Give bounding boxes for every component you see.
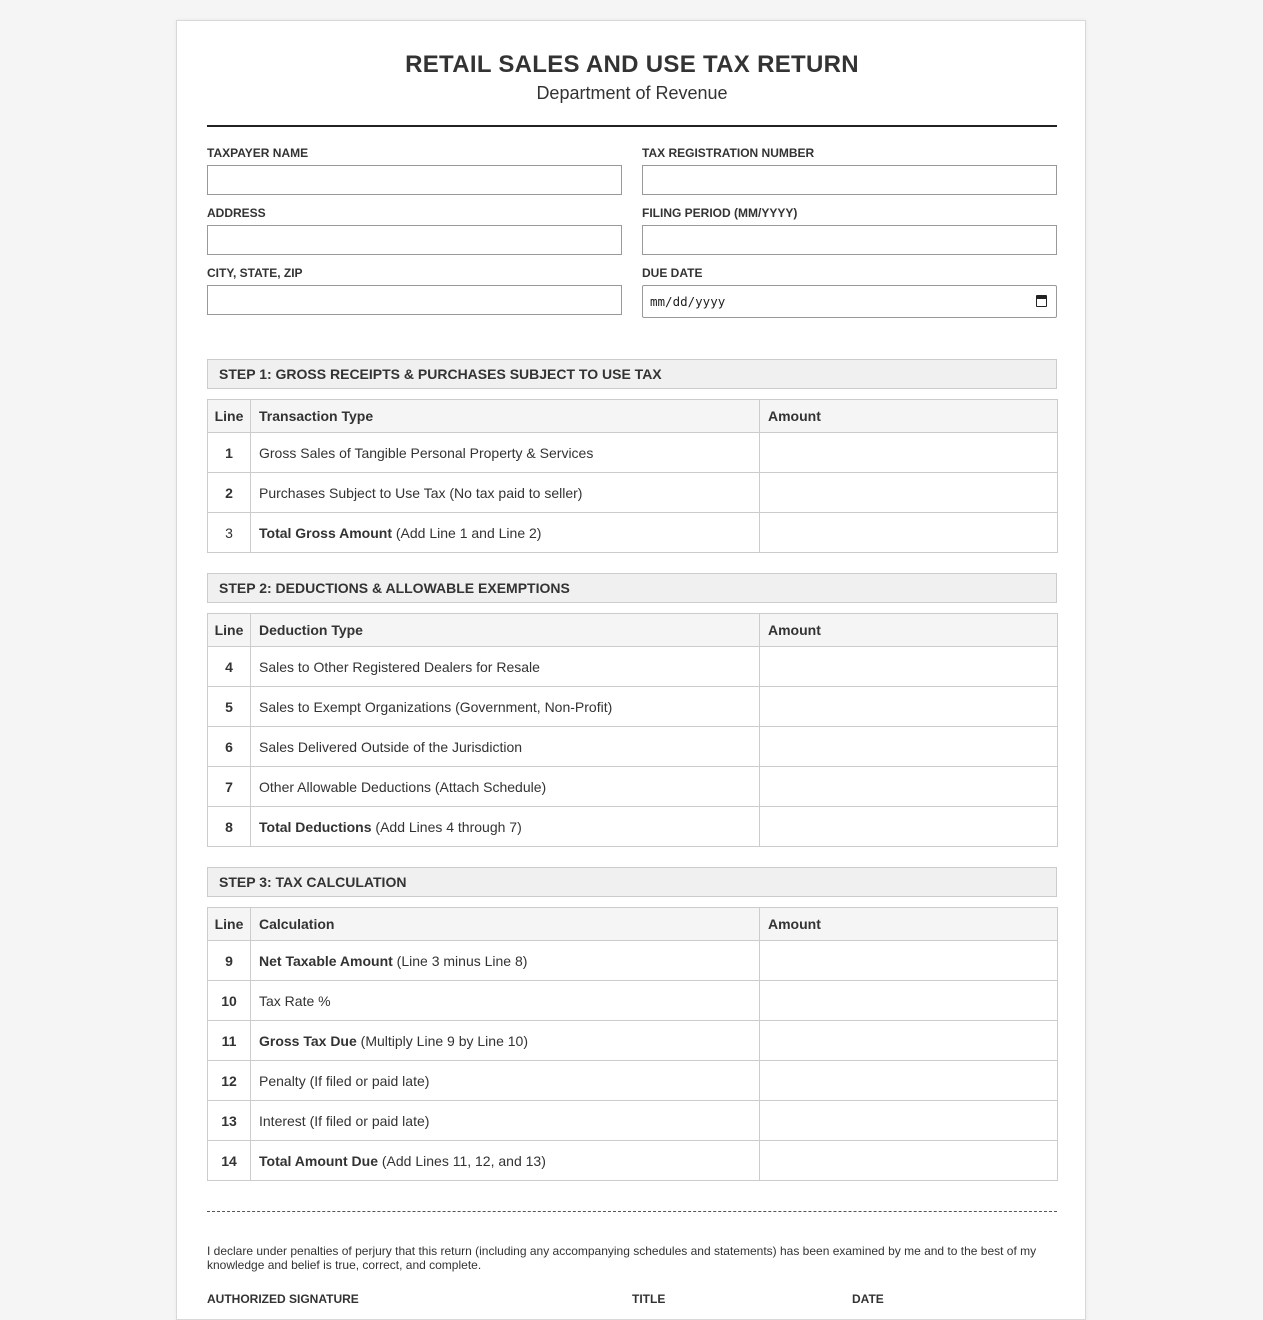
due-date-input[interactable] [642,285,1057,318]
table-header-row [208,908,1058,941]
table-row [208,513,1058,553]
table-row [208,433,1058,473]
line-number: 4 [208,647,251,687]
step1-header: STEP 1: GROSS RECEIPTS & PURCHASES SUBJECT TO USE TAX [207,359,1057,389]
line-description [251,1141,760,1181]
step2-header: STEP 2: DEDUCTIONS & ALLOWABLE EXEMPTIONS [207,573,1057,603]
column-header-type: Calculation [251,908,760,941]
line-description-text: Interest (If filed or paid late) [259,1112,430,1129]
line-number: 9 [208,941,251,981]
table-row [208,687,1058,727]
step3-table [207,907,1058,1181]
column-header-amount: Amount [760,614,1058,647]
step1-section [207,359,1057,553]
form-title: RETAIL SALES AND USE TAX RETURN [405,51,859,78]
city-state-zip-label: CITY, STATE, ZIP [207,266,303,280]
table-row [208,941,1058,981]
column-header-type: Deduction Type [251,614,760,647]
amount-input[interactable] [760,1021,1058,1061]
form-subtitle: Department of Revenue [536,83,728,103]
line-description [251,1061,760,1101]
address-input[interactable] [207,225,622,255]
declaration-text: I declare under penalties of perjury that this return (including any accompanying schedules and statements) has been examined by me and to the best of my knowledge and belief is true, correct, and complete. [207,1244,1037,1272]
table-row [208,981,1058,1021]
line-description-bold: Total Gross Amount [259,524,392,541]
amount-input[interactable] [760,807,1058,847]
table-row [208,1101,1058,1141]
line-description [251,727,760,767]
amount-input[interactable] [760,981,1058,1021]
tax-registration-number-field [642,147,1057,207]
line-number: 13 [208,1101,251,1141]
table-header-row [208,400,1058,433]
header-divider [207,125,1057,127]
line-description-text: Other Allowable Deductions (Attach Schedule) [259,778,547,795]
column-header-line: Line [208,614,251,647]
table-row [208,473,1058,513]
address-label: ADDRESS [207,206,266,220]
tax-form [207,21,1057,1306]
line-description [251,687,760,727]
line-description-bold: Total Amount Due [259,1152,378,1169]
amount-input[interactable] [760,1141,1058,1181]
line-description [251,513,760,553]
line-number: 7 [208,767,251,807]
line-description-text: Sales to Exempt Organizations (Government, Non-Profit) [259,698,613,715]
filing-period-input[interactable] [642,225,1057,255]
line-description [251,473,760,513]
line-description-text: (Line 3 minus Line 8) [392,952,528,969]
line-number: 8 [208,807,251,847]
table-row [208,727,1058,767]
table-row [208,807,1058,847]
step2-section [207,573,1057,847]
line-description-text: (Add Line 1 and Line 2) [392,524,542,541]
line-description [251,941,760,981]
step2-table [207,613,1058,847]
calendar-icon[interactable] [1036,295,1047,307]
tax-registration-number-label: TAX REGISTRATION NUMBER [642,146,815,160]
line-description-text: Gross Sales of Tangible Personal Property & Services [259,444,594,461]
amount-input[interactable] [760,433,1058,473]
filing-period-field [642,207,1057,267]
filing-period-label: FILING PERIOD (MM/YYYY) [642,206,798,220]
address-field [207,207,622,267]
table-row [208,1141,1058,1181]
column-header-amount: Amount [760,908,1058,941]
line-description-text: Tax Rate % [259,992,331,1009]
line-number: 10 [208,981,251,1021]
line-description [251,767,760,807]
line-description-text: (Add Lines 11, 12, and 13) [378,1152,546,1169]
taxpayer-info [207,147,1057,327]
line-description [251,981,760,1021]
taxpayer-name-input[interactable] [207,165,622,195]
column-header-line: Line [208,400,251,433]
tax-steps [207,359,1057,1181]
amount-input[interactable] [760,513,1058,553]
line-description-text: (Multiply Line 9 by Line 10) [356,1032,528,1049]
city-state-zip-field [207,267,622,327]
column-header-line: Line [208,908,251,941]
amount-input[interactable] [760,767,1058,807]
line-description-bold: Gross Tax Due [259,1032,357,1049]
table-header-row [208,614,1058,647]
line-number: 2 [208,473,251,513]
line-description [251,647,760,687]
date-label: DATE [852,1292,884,1306]
step1-table [207,399,1058,553]
line-number: 12 [208,1061,251,1101]
taxpayer-name-field [207,147,622,207]
city-state-zip-input[interactable] [207,285,622,315]
column-header-amount: Amount [760,400,1058,433]
line-description-text: Purchases Subject to Use Tax (No tax paid to seller) [259,484,583,501]
tax-registration-number-input[interactable] [642,165,1057,195]
amount-input[interactable] [760,727,1058,767]
line-description [251,433,760,473]
table-row [208,1021,1058,1061]
due-date-placeholder: mm/dd/yyyy [650,294,726,309]
taxpayer-name-label: TAXPAYER NAME [207,146,309,160]
line-description-bold: Net Taxable Amount [259,952,393,969]
line-number: 14 [208,1141,251,1181]
due-date-label: DUE DATE [642,266,703,280]
step3-header: STEP 3: TAX CALCULATION [207,867,1057,897]
amount-input[interactable] [760,473,1058,513]
amount-input[interactable] [760,687,1058,727]
signature-divider [207,1211,1057,1212]
line-number: 5 [208,687,251,727]
step3-section [207,867,1057,1181]
table-row [208,647,1058,687]
table-row [208,767,1058,807]
line-description [251,807,760,847]
line-number: 1 [208,433,251,473]
column-header-type: Transaction Type [251,400,760,433]
tax-form-page [176,20,1086,1320]
signature-row [207,1292,1057,1306]
line-description-text: (Add Lines 4 through 7) [371,818,522,835]
amount-input[interactable] [760,941,1058,981]
line-description-text: Sales to Other Registered Dealers for Resale [259,658,540,675]
line-number: 11 [208,1021,251,1061]
line-description [251,1021,760,1061]
amount-input[interactable] [760,647,1058,687]
signature-label: AUTHORIZED SIGNATURE [207,1292,359,1306]
table-row [208,1061,1058,1101]
title-label: TITLE [632,1292,666,1306]
line-description-text: Sales Delivered Outside of the Jurisdiction [259,738,523,755]
due-date-field [642,267,1057,327]
line-description-text: Penalty (If filed or paid late) [259,1072,430,1089]
line-number: 3 [208,513,251,553]
line-description-bold: Total Deductions [259,818,372,835]
line-description [251,1101,760,1141]
amount-input[interactable] [760,1101,1058,1141]
line-number: 6 [208,727,251,767]
amount-input[interactable] [760,1061,1058,1101]
